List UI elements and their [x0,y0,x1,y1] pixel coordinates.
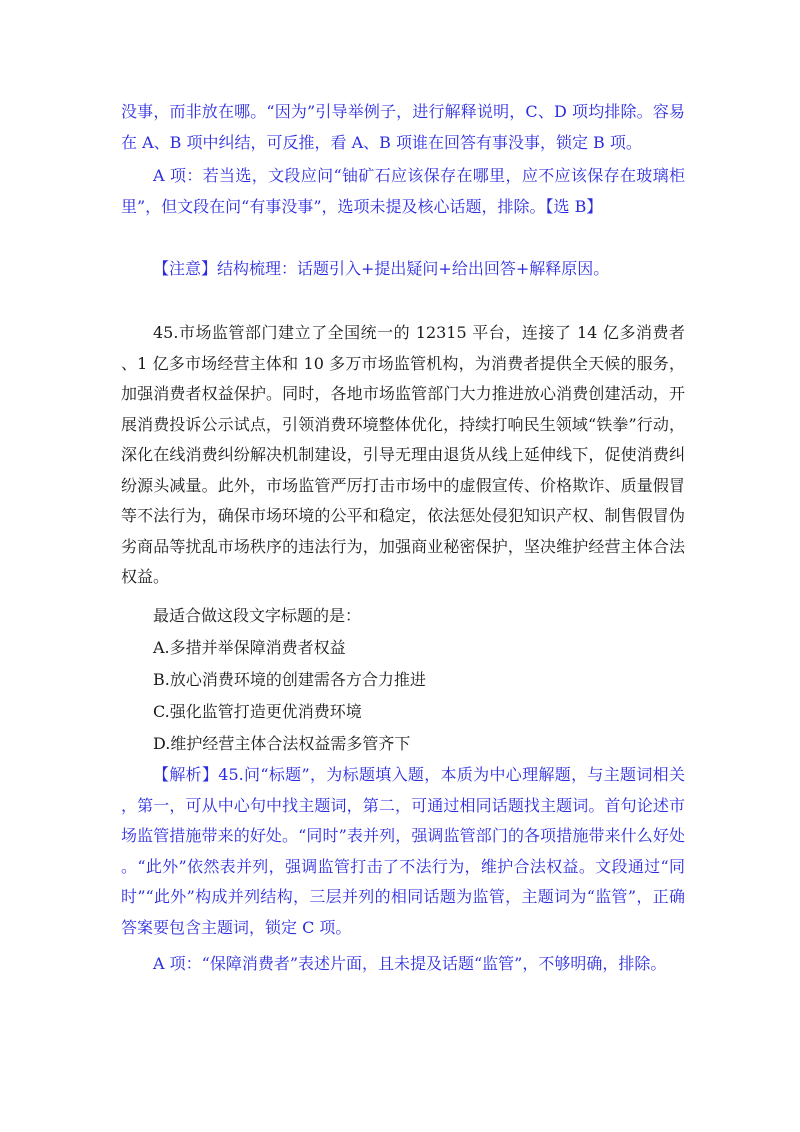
analysis-option-a: A 项：“保障消费者”表述片面，且未提及话题“监管”，不够明确，排除。 [153,954,667,973]
option-d: D.维护经营主体合法权益需多管齐下 [153,734,411,753]
option-a: A.多措并举保障消费者权益 [153,638,346,657]
option-b: B.放心消费环境的创建需各方合力推进 [153,670,426,689]
structure-note: 【注意】结构梳理：话题引入+提出疑问+给出回答+解释原因。 [153,259,610,278]
question-prompt: 最适合做这段文字标题的是： [153,606,362,625]
analysis-continuation: 没事，而非放在哪。“因为”引导举例子，进行解释说明，C、D 项均排除。容易在 A、B 项中纠结，可反推，看 A、B 项谁在回答有事没事，锁定 B 项。 [121,102,685,152]
analysis-body: 【解析】45.问“标题”，为标题填入题，本质为中心理解题，与主题词相关，第一，可从中心句中找主题词，第二，可通过相同话题找主题词。首句论述市场监管措施带来的好处。“同时”表并列，强调监管部门的各项措施带来什么好处。“此外”依然表并列，强调监管打击了不法行为，维护合法权益。文段通过“同时”“此外”构成并列结构，三层并列的相同话题为监管，主题词为“监管”，正确答案要包含主题词，锁定 C 项。 [121,765,685,937]
question-stem: 45.市场监管部门建立了全国统一的 12315 平台，连接了 14 亿多消费者、1 亿多市场经营主体和 10 多万市场监管机构，为消费者提供全天候的服务，加强消费者权益保护。同时，各地市场监管部门大力推进放心消费创建活动，开展消费投诉公示试点，引领消费环境整体优化，持续打响民生领域“铁拳”行动，深化在线消费纠纷解决机制建设，引导无理由退货从线上延伸线下，促使消费纠纷源头减量。此外，市场监管严厉打击市场中的虚假宣传、价格欺诈、质量假冒等不法行为，确保市场环境的公平和稳定，依法惩处侵犯知识产权、制售假冒伪劣商品等扰乱市场秩序的违法行为，加强商业秘密保护，坚决维护经营主体合法权益。 [121,323,685,586]
option-c: C.强化监管打造更优消费环境 [153,702,362,721]
analysis-option-a-prev: A 项：若当选，文段应问“铀矿石应该保存在哪里，应不应该保存在玻璃柜里”，但文段在问“有事没事”，选项未提及核心话题，排除。【选 B】 [121,166,685,216]
